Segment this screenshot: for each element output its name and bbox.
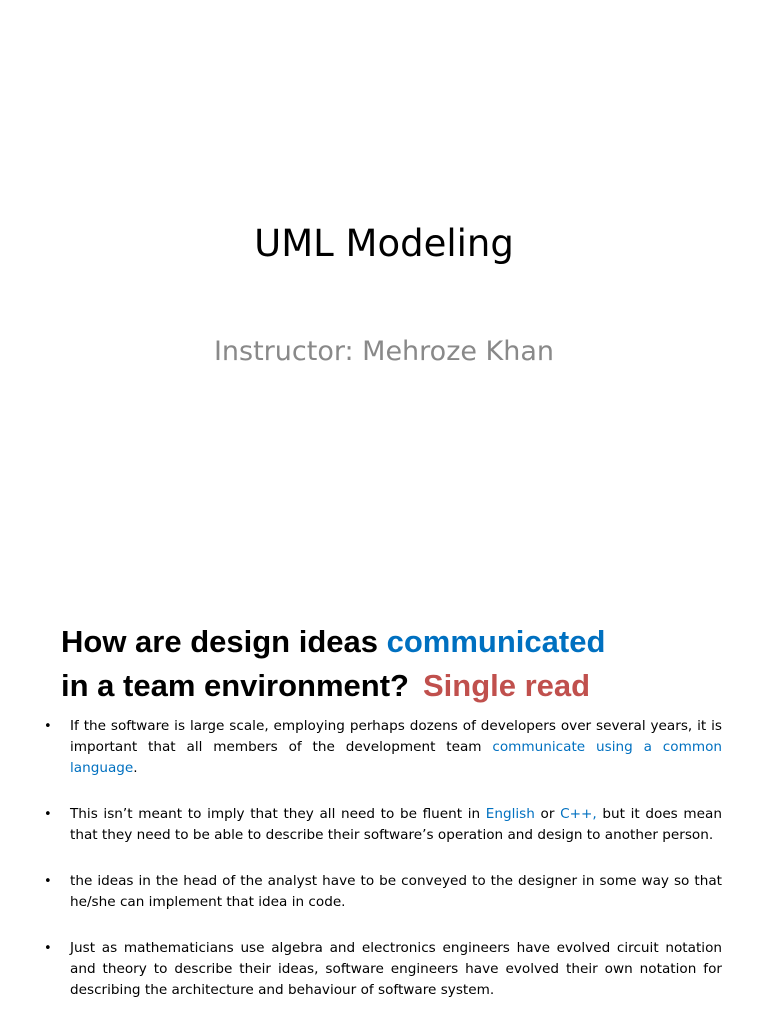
bullet-text-end: . — [133, 760, 138, 776]
bullet-text: Just as mathematicians use algebra and electronics engineers have evolved circuit notation and theory to describe their ideas, software engineers have evolved their own notation for describing the architecture and behaviour of software system. — [70, 940, 722, 998]
bullet-icon: • — [44, 874, 52, 889]
bullet-highlight: communicate using a common language — [70, 739, 723, 776]
bullet-icon: • — [44, 941, 52, 956]
bullet-text: the ideas in the head of the analyst have to be conveyed to the designer in some way so that he/she can implement that idea in code. — [70, 873, 722, 910]
slide-title: UML Modeling — [254, 222, 514, 265]
bullet-item — [44, 938, 722, 1001]
bullet-text: If the software is large scale, employing perhaps dozens of developers over several years, it is important that all members of the development team — [70, 718, 722, 755]
bullet-icon: • — [44, 807, 52, 822]
bullet-icon: • — [44, 719, 52, 734]
heading-part3: in a team environment? — [61, 668, 409, 703]
bullet-text-end: but it does mean that they need to be able to describe their software’s operation and design to another person. — [70, 806, 722, 843]
bullet-item — [44, 871, 722, 913]
bullet-item — [44, 716, 722, 779]
heading-highlight-communicated: communicated — [386, 624, 606, 659]
slide-subtitle: Instructor: Mehroze Khan — [213, 336, 555, 367]
heading-highlight-single-read: Single read — [422, 668, 591, 703]
bullet-text: This isn’t meant to imply that they all need to be fluent in — [70, 806, 486, 822]
bullet-highlight-cpp: C++, — [560, 806, 597, 822]
content-slide — [0, 590, 768, 1024]
heading-part1: How are design ideas — [61, 624, 387, 659]
bullet-text-middle: or — [534, 806, 561, 822]
bullet-highlight-english: English — [485, 806, 535, 822]
bullet-list — [44, 716, 722, 1001]
bullet-item — [44, 804, 722, 846]
slide-heading — [61, 620, 761, 708]
